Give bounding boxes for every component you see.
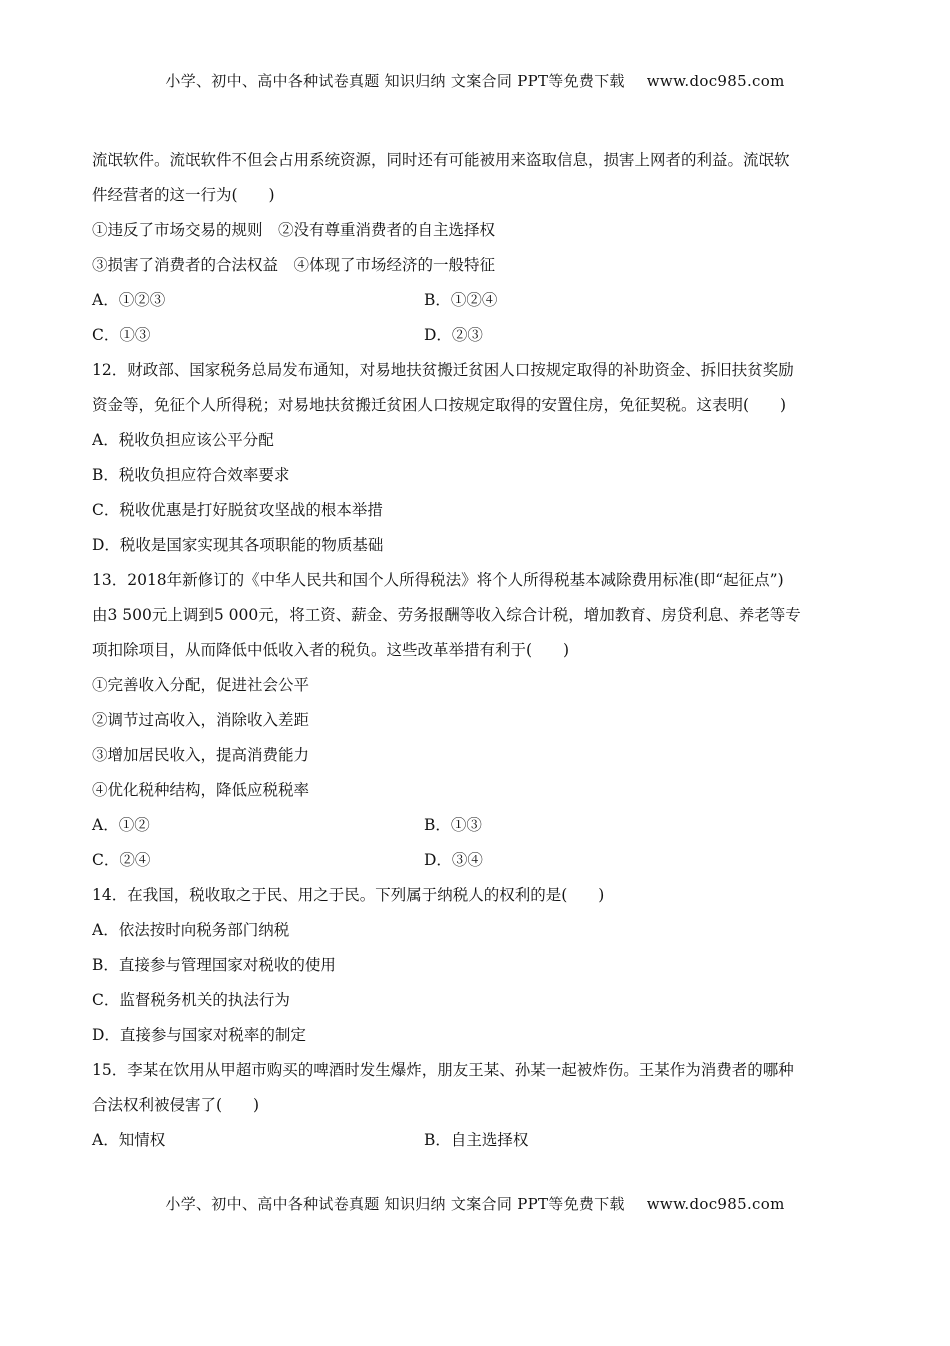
q12-option-b: B．税收负担应符合效率要求 xyxy=(92,466,290,484)
page-header xyxy=(0,70,950,91)
q11-options-row2 xyxy=(92,318,860,353)
footer-text: 小学、初中、高中各种试卷真题 知识归纳 文案合同 PPT等免费下载 xyxy=(165,1195,625,1213)
q13-statement-2: ②调节过高收入，消除收入差距 xyxy=(92,711,310,729)
q13-options-row1 xyxy=(92,808,860,843)
q13-option-b: B．①③ xyxy=(424,816,482,834)
q11-option-b: B．①②④ xyxy=(424,291,498,309)
q13-stem-line1: 13．2018年新修订的《中华人民共和国个人所得税法》将个人所得税基本减除费用标准(即“起征点”) xyxy=(92,571,784,589)
footer-url[interactable]: www.doc985.com xyxy=(646,1195,785,1213)
q11-statement-3-4: ③损害了消费者的合法权益 ④体现了市场经济的一般特征 xyxy=(92,256,496,274)
q13-statement-1: ①完善收入分配，促进社会公平 xyxy=(92,676,310,694)
q13-option-a: A．①② xyxy=(92,816,150,834)
q14-option-a: A．依法按时向税务部门纳税 xyxy=(92,921,290,939)
q14-option-b: B．直接参与管理国家对税收的使用 xyxy=(92,956,336,974)
q13-stem-line3: 项扣除项目，从而降低中低收入者的税负。这些改革举措有利于( ) xyxy=(92,641,570,659)
q15-option-b: B．自主选择权 xyxy=(424,1131,529,1149)
q11-option-d: D．②③ xyxy=(424,326,483,344)
q12-option-a: A．税收负担应该公平分配 xyxy=(92,431,274,449)
q13-statement-3: ③增加居民收入，提高消费能力 xyxy=(92,746,310,764)
q15-stem-line1: 15．李某在饮用从甲超市购买的啤酒时发生爆炸，朋友王某、孙某一起被炸伤。王某作为消费者的哪种 xyxy=(92,1061,794,1079)
q14-option-c: C．监督税务机关的执法行为 xyxy=(92,991,290,1009)
q12-stem-line1: 12．财政部、国家税务总局发布通知，对易地扶贫搬迁贫困人口按规定取得的补助资金、拆旧扶贫奖励 xyxy=(92,361,794,379)
q13-option-d: D．③④ xyxy=(424,851,483,869)
q12-option-d: D．税收是国家实现其各项职能的物质基础 xyxy=(92,536,384,554)
q11-stem-line1: 流氓软件。流氓软件不但会占用系统资源，同时还有可能被用来盗取信息，损害上网者的利益。流氓软 xyxy=(92,151,790,169)
header-url[interactable]: www.doc985.com xyxy=(646,72,785,90)
page-footer xyxy=(0,1193,950,1214)
q14-stem-line1: 14．在我国，税收取之于民、用之于民。下列属于纳税人的权利的是( ) xyxy=(92,886,605,904)
q14-option-d: D．直接参与国家对税率的制定 xyxy=(92,1026,306,1044)
document-body xyxy=(92,143,860,1158)
q11-option-c: C．①③ xyxy=(92,326,151,344)
q13-option-c: C．②④ xyxy=(92,851,151,869)
q12-stem-line2: 资金等，免征个人所得税；对易地扶贫搬迁贫困人口按规定取得的安置住房，免征契税。这表明( ) xyxy=(92,396,787,414)
q13-statement-4: ④优化税种结构，降低应税税率 xyxy=(92,781,310,799)
q12-option-c: C．税收优惠是打好脱贫攻坚战的根本举措 xyxy=(92,501,383,519)
q11-stem-line2: 件经营者的这一行为( ) xyxy=(92,186,275,204)
q11-option-a: A．①②③ xyxy=(92,291,166,309)
q13-stem-line2: 由3 500元上调到5 000元，将工资、薪金、劳务报酬等收入综合计税，增加教育、房贷利息、养老等专 xyxy=(92,606,801,624)
q15-option-a: A．知情权 xyxy=(92,1131,166,1149)
q15-options-row1 xyxy=(92,1123,860,1158)
header-text: 小学、初中、高中各种试卷真题 知识归纳 文案合同 PPT等免费下载 xyxy=(165,72,625,90)
q11-options-row1 xyxy=(92,283,860,318)
q11-statement-1-2: ①违反了市场交易的规则 ②没有尊重消费者的自主选择权 xyxy=(92,221,496,239)
q15-stem-line2: 合法权利被侵害了( ) xyxy=(92,1096,260,1114)
q13-options-row2 xyxy=(92,843,860,878)
